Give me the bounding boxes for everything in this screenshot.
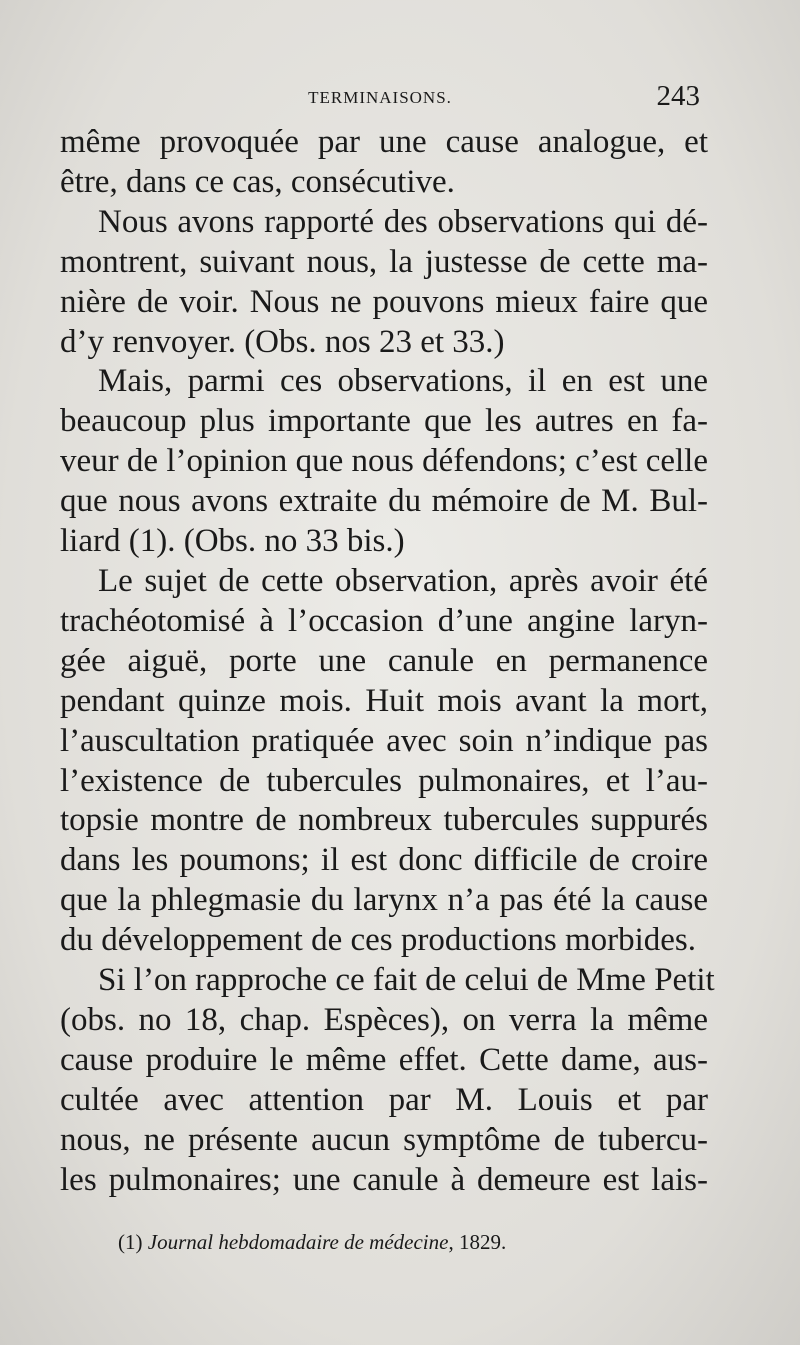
text-line: être, dans ce cas, consécutive.: [60, 163, 455, 200]
text-line: que la phlegmasie du larynx n’a pas été la cause: [60, 882, 708, 919]
text-line: que nous avons extraite du mémoire de M. Bul-: [60, 483, 708, 520]
text-line: veur de l’opinion que nous défendons; c’est celle: [60, 443, 708, 480]
text-line: beaucoup plus importante que les autres en fa-: [60, 403, 708, 440]
text-line: dans les poumons; il est donc difficile de croire: [60, 842, 708, 879]
text-line: cause produire le même effet. Cette dame, aus-: [60, 1041, 708, 1078]
text-line: (obs. no 18, chap. Espèces), on verra la même: [60, 1001, 708, 1038]
text-line: liard (1). (Obs. no 33 bis.): [60, 523, 405, 560]
text-line: pendant quinze mois. Huit mois avant la mort,: [60, 682, 708, 719]
text-line: gée aiguë, porte une canule en permanence: [60, 642, 708, 679]
text-line: Mais, parmi ces observations, il en est une: [98, 363, 708, 400]
footnote-marker: (1): [118, 1230, 143, 1254]
text-line: du développement de ces productions morbides.: [60, 922, 697, 959]
body-text: [60, 123, 715, 1200]
running-head: TERMINAISONS.: [308, 88, 452, 107]
page-number: 243: [656, 80, 700, 112]
text-line: montrent, suivant nous, la justesse de cette ma-: [60, 243, 708, 280]
text-line: d’y renvoyer. (Obs. nos 23 et 33.): [60, 323, 505, 360]
text-line: Si l’on rapproche ce fait de celui de Mme Petit: [98, 962, 715, 999]
text-line: l’auscultation pratiquée avec soin n’indique pas: [60, 722, 708, 759]
text-line: cultée avec attention par M. Louis et par: [60, 1081, 708, 1118]
text-line: même provoquée par une cause analogue, et: [60, 124, 708, 160]
page-header: [60, 80, 700, 114]
text-line: topsie montre de nombreux tubercules suppurés: [60, 802, 708, 839]
text-line: nous, ne présente aucun symptôme de tubercu-: [60, 1121, 708, 1158]
footnote: [118, 1230, 718, 1255]
text-line: l’existence de tubercules pulmonaires, et l’au-: [60, 762, 708, 799]
text-line: Nous avons rapporté des observations qui dé-: [98, 203, 708, 240]
text-line: les pulmonaires; une canule à demeure est lais-: [60, 1161, 708, 1198]
text-line: Le sujet de cette observation, après avoir été: [98, 562, 708, 599]
text-line: trachéotomisé à l’occasion d’une angine laryn-: [60, 602, 708, 639]
text-line: nière de voir. Nous ne pouvons mieux faire que: [60, 283, 708, 320]
footnote-title: Journal hebdomadaire de médecine: [147, 1230, 449, 1254]
footnote-year: , 1829.: [448, 1230, 507, 1254]
